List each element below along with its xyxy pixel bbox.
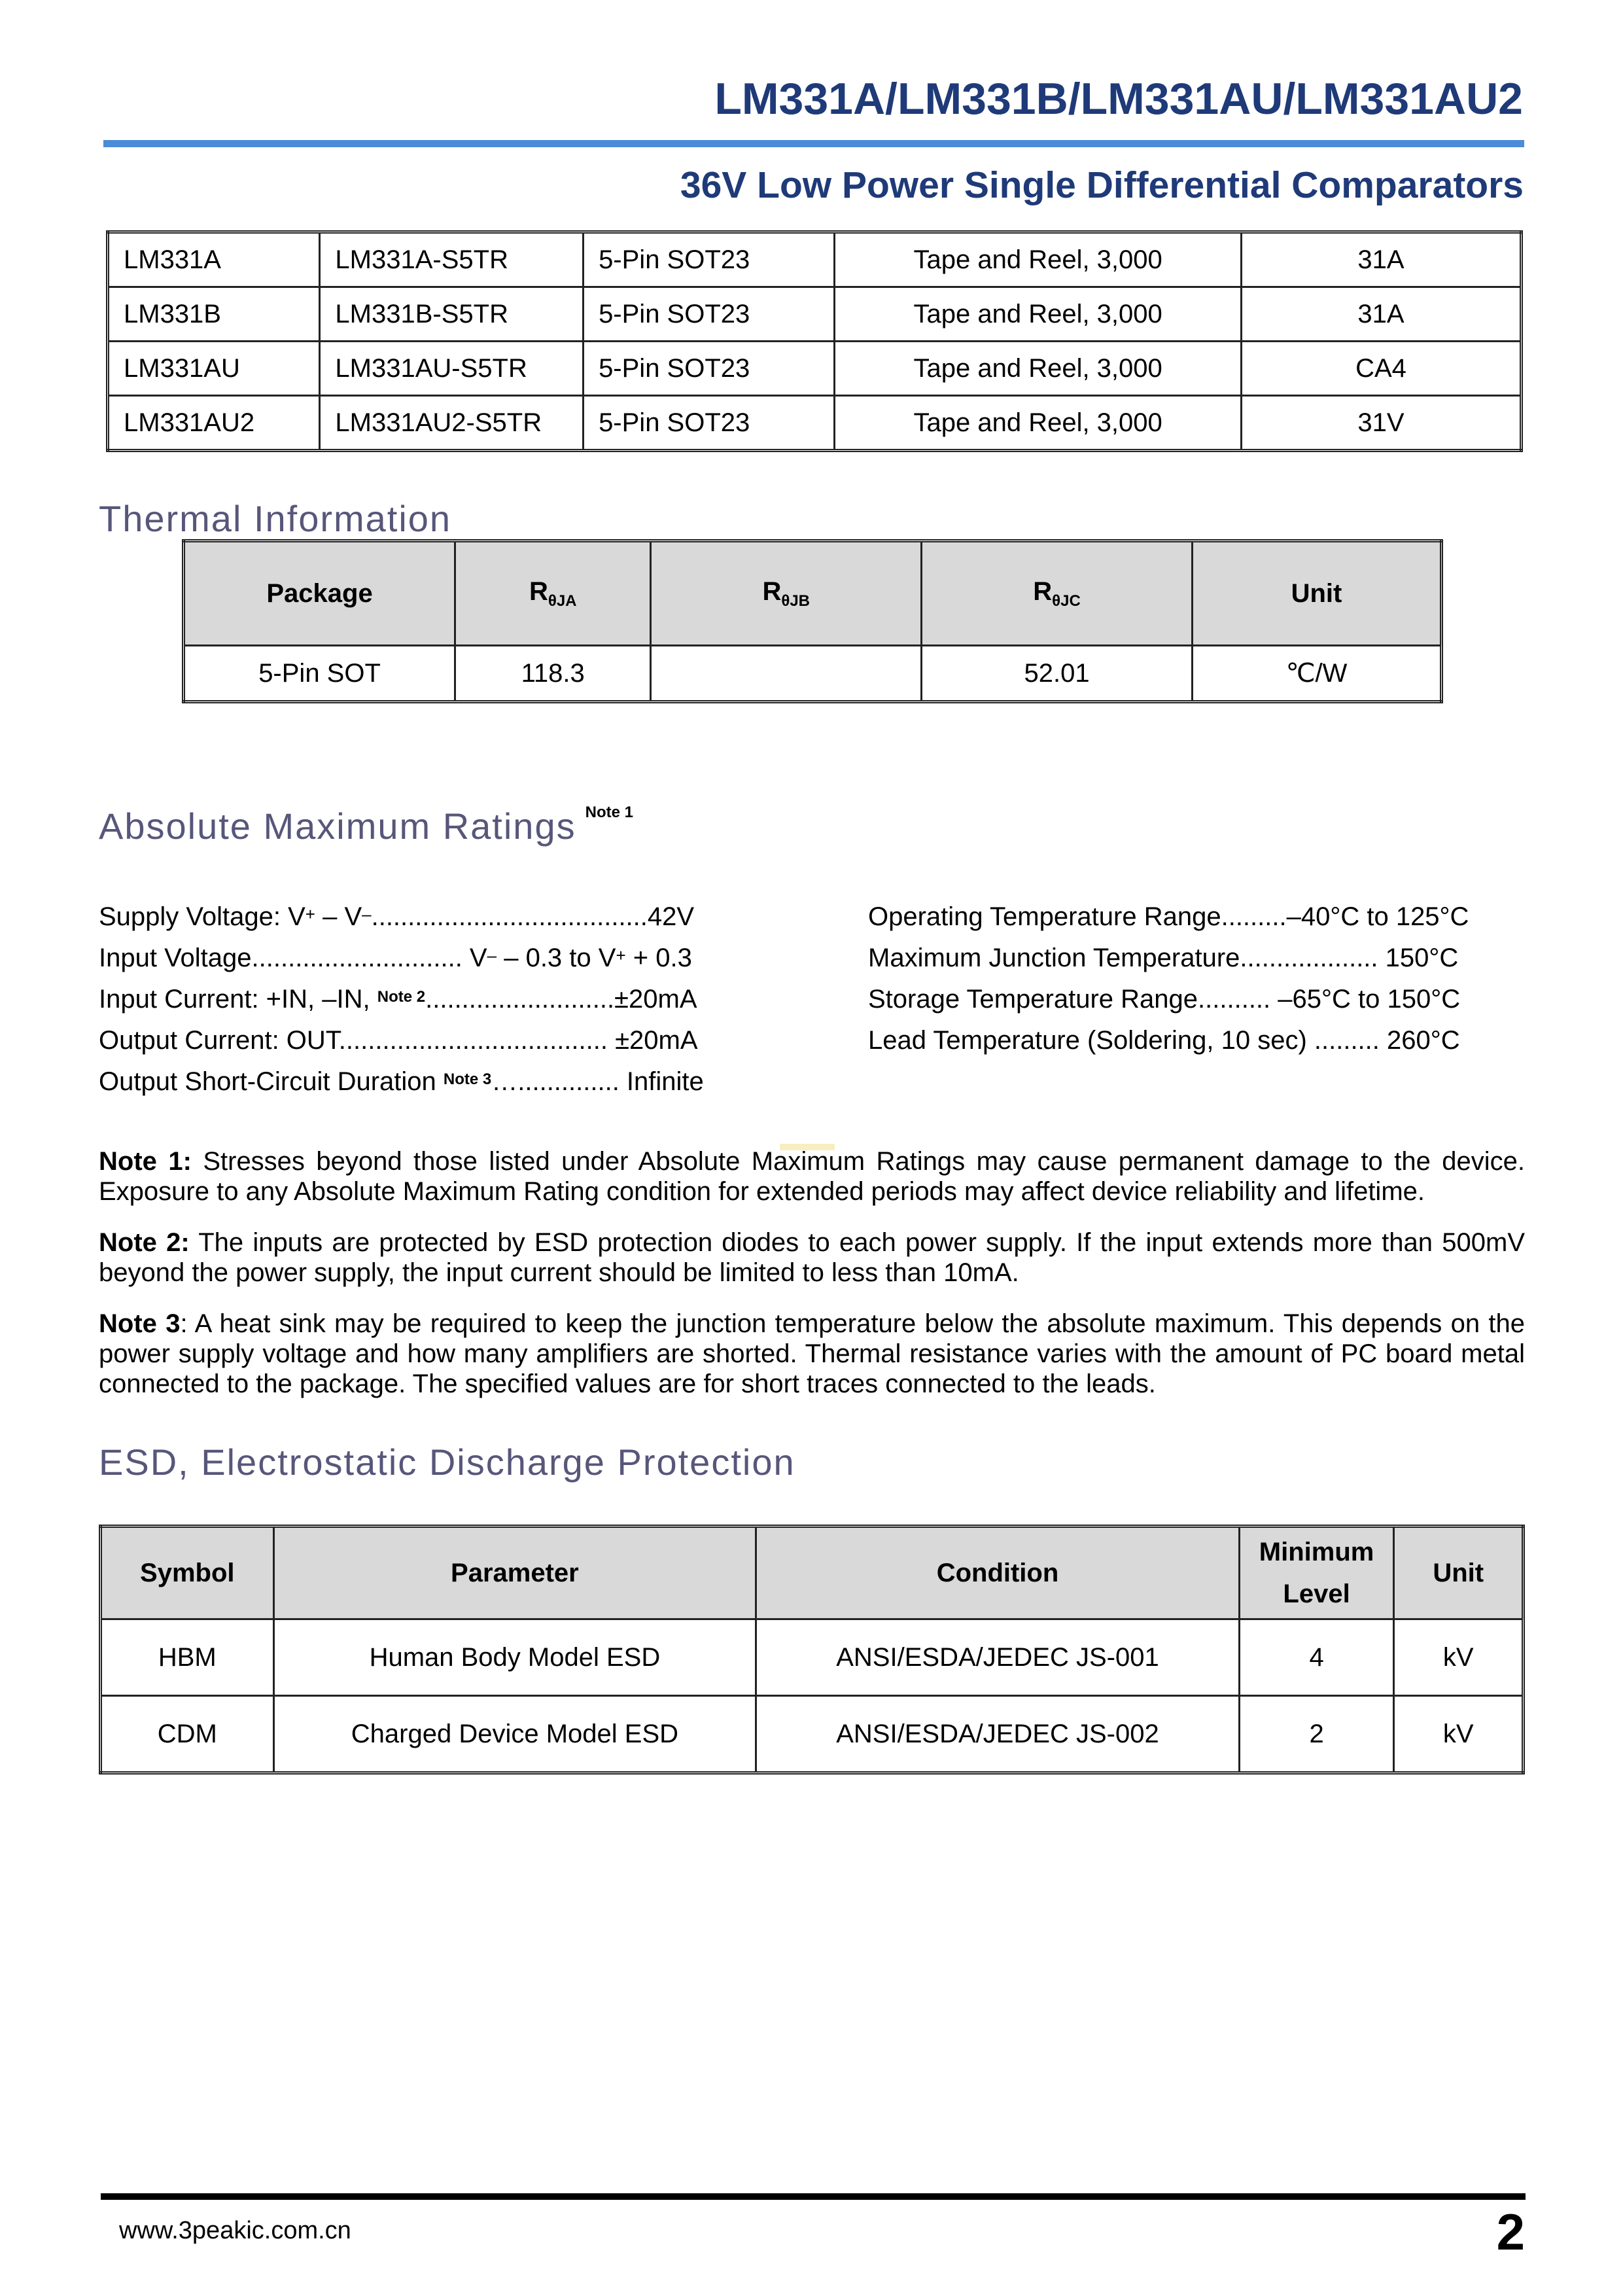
table-cell: 5-Pin SOT23 (584, 342, 835, 396)
table-cell: ℃/W (1192, 646, 1441, 702)
table-cell: 5-Pin SOT23 (584, 396, 835, 451)
rating-operating-temp: Operating Temperature Range.........–40°C to 125°C (868, 902, 1469, 931)
table-header-row (184, 541, 1442, 646)
table-cell: LM331AU2 (108, 396, 320, 451)
rating-short-circuit: Output Short-Circuit Duration $^{Note 3}$….............. Infinite (99, 1067, 704, 1096)
ratings-left-column (99, 896, 704, 1103)
website-link[interactable]: www.3peakic.com.cn (119, 2217, 351, 2244)
amr-heading: Absolute Maximum Ratings $^{Note 1}$ (99, 804, 633, 847)
table-cell: ANSI/ESDA/JEDEC JS-001 (756, 1619, 1239, 1696)
table-cell: CDM (101, 1696, 274, 1773)
header-divider (103, 140, 1524, 147)
column-header: Unit (1192, 541, 1441, 646)
column-header: $R_{\theta JC}$ (922, 541, 1193, 646)
table-cell: 5-Pin SOT23 (584, 287, 835, 342)
rating-lead-temp: Lead Temperature (Soldering, 10 sec) ......... 260°C (868, 1026, 1460, 1055)
ratings-right-column (868, 896, 1469, 1061)
note-3: Note 3: A heat sink may be required to keep the junction temperature below the absolute maximum. This depends on the power supply voltage and how many amplifiers are shorted. Thermal resistance varies with the amount of PC board metal connected to the package. The specified values are for short traces connected to the leads. (99, 1309, 1525, 1398)
table-row (108, 342, 1522, 396)
table-row (184, 646, 1442, 702)
footer-divider (101, 2193, 1526, 2200)
table-cell: 4 (1239, 1619, 1394, 1696)
table-cell: LM331A (108, 232, 320, 287)
table-row (108, 232, 1522, 287)
table-cell (651, 646, 922, 702)
column-header: Condition (756, 1527, 1239, 1619)
table-cell: 2 (1239, 1696, 1394, 1773)
table-header-row (101, 1527, 1524, 1619)
column-header: Unit (1394, 1527, 1524, 1619)
rating-supply-voltage: Supply Voltage: V+ – V–......................................42V (99, 902, 695, 931)
table-cell: Tape and Reel, 3,000 (835, 232, 1242, 287)
table-cell: Charged Device Model ESD (273, 1696, 756, 1773)
page-number: 2 (1496, 2203, 1525, 2261)
table-cell: 31A (1241, 287, 1521, 342)
rating-junction-temp: Maximum Junction Temperature................... 150°C (868, 944, 1459, 972)
table-cell: 52.01 (922, 646, 1193, 702)
thermal-heading: Thermal Information (99, 498, 452, 539)
esd-heading: ESD, Electrostatic Discharge Protection (99, 1441, 795, 1483)
table-cell: 31V (1241, 396, 1521, 451)
table-row (108, 396, 1522, 451)
table-cell: LM331AU (108, 342, 320, 396)
table-cell: kV (1394, 1619, 1524, 1696)
document-title: LM331A/LM331B/LM331AU/LM331AU2 (714, 74, 1523, 124)
table-cell: CA4 (1241, 342, 1521, 396)
table-cell: ANSI/ESDA/JEDEC JS-002 (756, 1696, 1239, 1773)
table-row (101, 1619, 1524, 1696)
table-cell: LM331AU2-S5TR (320, 396, 584, 451)
note-2: Note 2: The inputs are protected by ESD protection diodes to each power supply. If the input extends more than 500mV beyond the power supply, the input current should be limited to less than 10mA. (99, 1228, 1525, 1287)
table-cell: LM331AU-S5TR (320, 342, 584, 396)
table-cell: 31A (1241, 232, 1521, 287)
column-header: Package (184, 541, 455, 646)
table-cell: Human Body Model ESD (273, 1619, 756, 1696)
rating-output-current: Output Current: OUT..................................... ±20mA (99, 1026, 698, 1055)
table-cell: 118.3 (455, 646, 651, 702)
table-cell: Tape and Reel, 3,000 (835, 342, 1242, 396)
table-cell: 5-Pin SOT (184, 646, 455, 702)
rating-input-current: Input Current: +IN, –IN, $^{Note 2}$..........................±20mA (99, 985, 697, 1014)
esd-table (99, 1525, 1525, 1775)
table-cell: HBM (101, 1619, 274, 1696)
column-header: Minimum Level (1239, 1527, 1394, 1619)
column-header: $R_{\theta JB}$ (651, 541, 922, 646)
column-header: $R_{\theta JA}$ (455, 541, 651, 646)
table-cell: Tape and Reel, 3,000 (835, 287, 1242, 342)
note-ref: Note 1 (585, 804, 633, 821)
table-cell: LM331B-S5TR (320, 287, 584, 342)
table-cell: LM331A-S5TR (320, 232, 584, 287)
table-row (101, 1696, 1524, 1773)
table-cell: LM331B (108, 287, 320, 342)
table-cell: Tape and Reel, 3,000 (835, 396, 1242, 451)
note-1: Note 1: Stresses beyond those listed under Absolute Maximum Ratings may cause permanent damage to the device. Exposure to any Absolute Maximum Rating condition for extended periods may affect device reliability and lifetime. (99, 1147, 1525, 1206)
thermal-table (182, 539, 1443, 703)
column-header: Symbol (101, 1527, 274, 1619)
rating-input-voltage: Input Voltage............................. V– – 0.3 to V+ + 0.3 (99, 944, 692, 972)
table-cell: kV (1394, 1696, 1524, 1773)
document-subtitle: 36V Low Power Single Differential Comparators (680, 164, 1524, 206)
table-row (108, 287, 1522, 342)
column-header: Parameter (273, 1527, 756, 1619)
notes-block (99, 1146, 1525, 1420)
table-cell: 5-Pin SOT23 (584, 232, 835, 287)
rating-storage-temp: Storage Temperature Range.......... –65°C to 150°C (868, 985, 1461, 1014)
ordering-table (106, 230, 1523, 452)
